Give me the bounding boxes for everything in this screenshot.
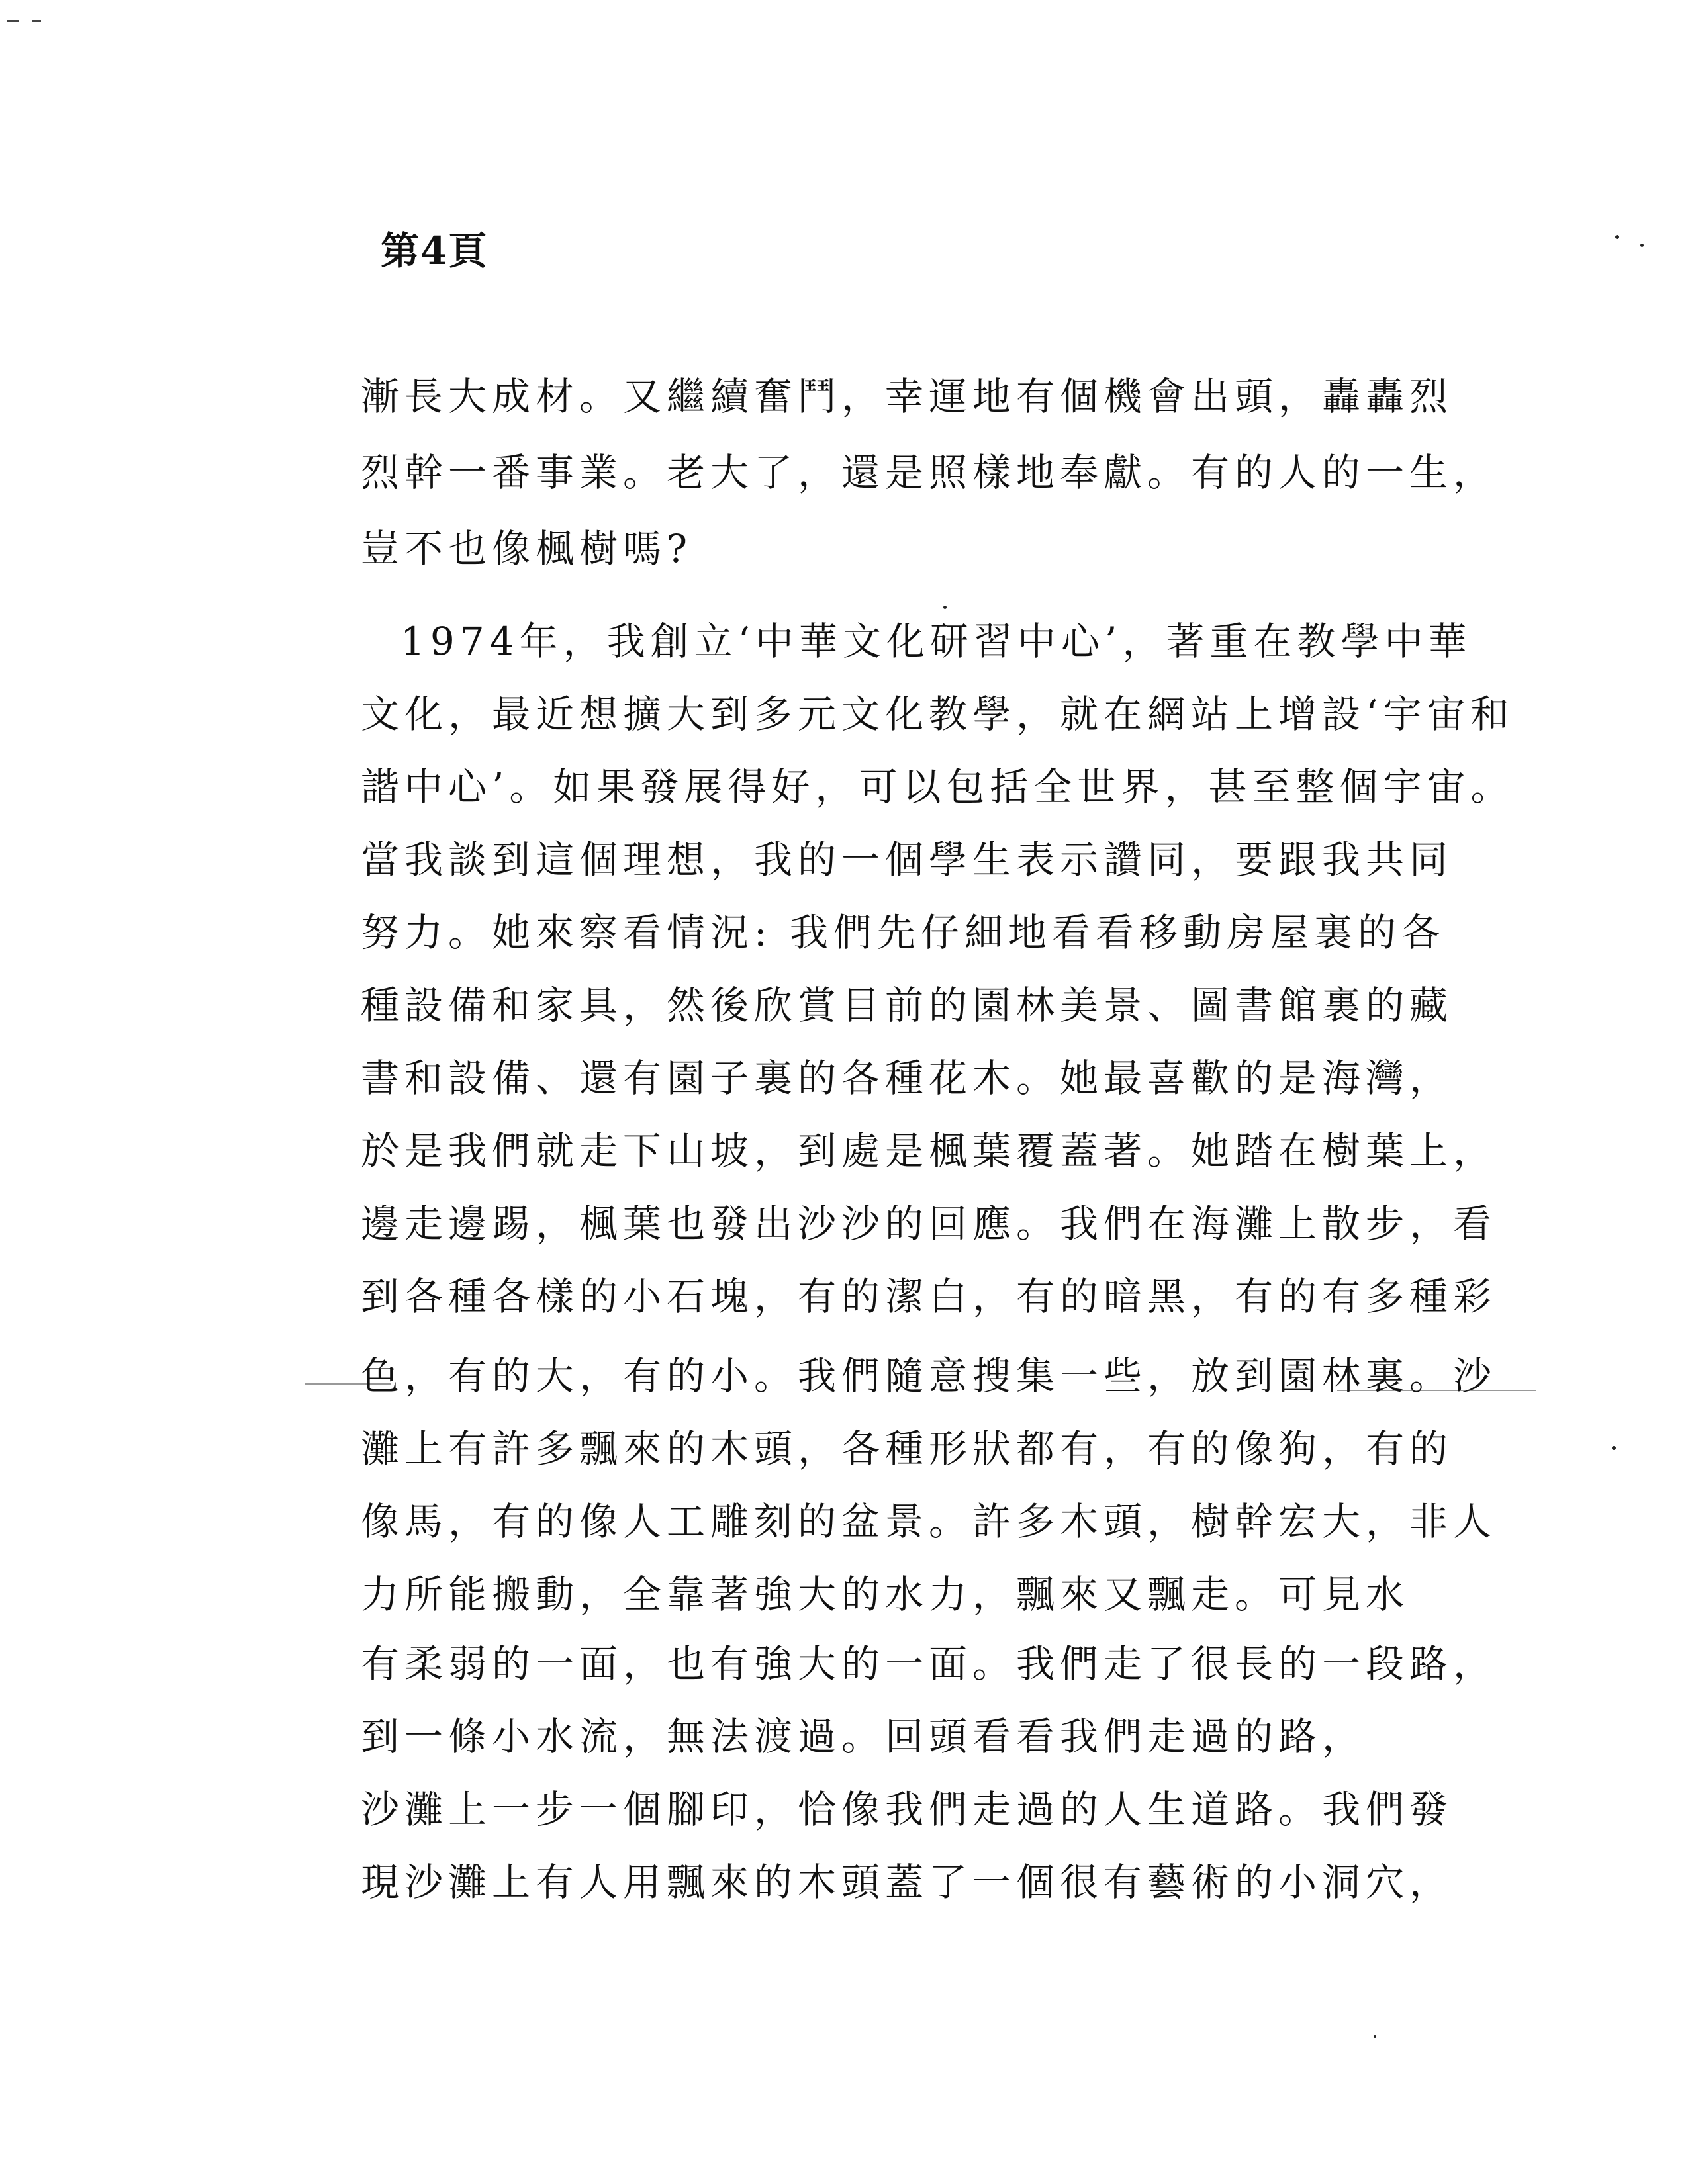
scan-speck <box>1615 235 1619 239</box>
text-line: 1974年，我創立‘中華文化研習中心’，著重在教學中華 <box>400 619 1472 664</box>
text-line: 於是我們就走下山坡，到處是楓葉覆蓋著。她踏在樹葉上， <box>361 1128 1497 1173</box>
scan-mark <box>32 20 41 22</box>
text-line: 沙灘上一步一個腳印，恰像我們走過的人生道路。我們發 <box>361 1787 1454 1832</box>
text-line: 諧中心’。如果發展得好，可以包括全世界，甚至整個宇宙。 <box>361 764 1515 809</box>
text-line: 力所能搬動，全靠著強大的水力，飄來又飄走。可見水 <box>361 1572 1410 1617</box>
scan-speck <box>943 606 947 609</box>
text-line: 種設備和家具，然後欣賞目前的園林美景、圖書館裏的藏 <box>361 983 1454 1028</box>
text-line: 色，有的大，有的小。我們隨意搜集一些，放到園林裏。沙 <box>361 1353 1497 1398</box>
page-number: 第4頁 <box>381 228 489 273</box>
text-line: 豈不也像楓樹嗎? <box>361 526 693 571</box>
text-line: 像馬，有的像人工雕刻的盆景。許多木頭，樹幹宏大，非人 <box>361 1499 1497 1544</box>
scan-mark <box>7 20 19 22</box>
text-line: 到一條小水流，無法渡過。回頭看看我們走過的路， <box>361 1714 1366 1759</box>
text-line: 有柔弱的一面，也有強大的一面。我們走了很長的一段路， <box>361 1641 1497 1686</box>
text-line: 到各種各樣的小石塊，有的潔白，有的暗黑，有的有多種彩 <box>361 1274 1497 1319</box>
text-line: 努力。她來察看情況: 我們先仔細地看看移動房屋裏的各 <box>361 910 1445 955</box>
scan-speck <box>1374 2035 1376 2038</box>
text-line: 灘上有許多飄來的木頭，各種形狀都有，有的像狗，有的 <box>361 1426 1454 1471</box>
text-line: 漸長大成材。又繼續奮鬥，幸運地有個機會出頭，轟轟烈 <box>361 374 1454 419</box>
scan-speck <box>1640 244 1644 247</box>
scan-speck <box>1612 1446 1616 1450</box>
text-line: 當我談到這個理想，我的一個學生表示讚同，要跟我共同 <box>361 837 1454 882</box>
text-line: 文化，最近想擴大到多元文化教學，就在網站上增設‘宇宙和 <box>361 692 1515 737</box>
text-line: 烈幹一番事業。老大了，還是照樣地奉獻。有的人的一生， <box>361 450 1497 495</box>
text-line: 現沙灘上有人用飄來的木頭蓋了一個很有藝術的小洞穴， <box>361 1860 1454 1905</box>
text-line: 書和設備、還有園子裏的各種花木。她最喜歡的是海灣， <box>361 1056 1454 1101</box>
text-line: 邊走邊踢，楓葉也發出沙沙的回應。我們在海灘上散步，看 <box>361 1201 1497 1246</box>
